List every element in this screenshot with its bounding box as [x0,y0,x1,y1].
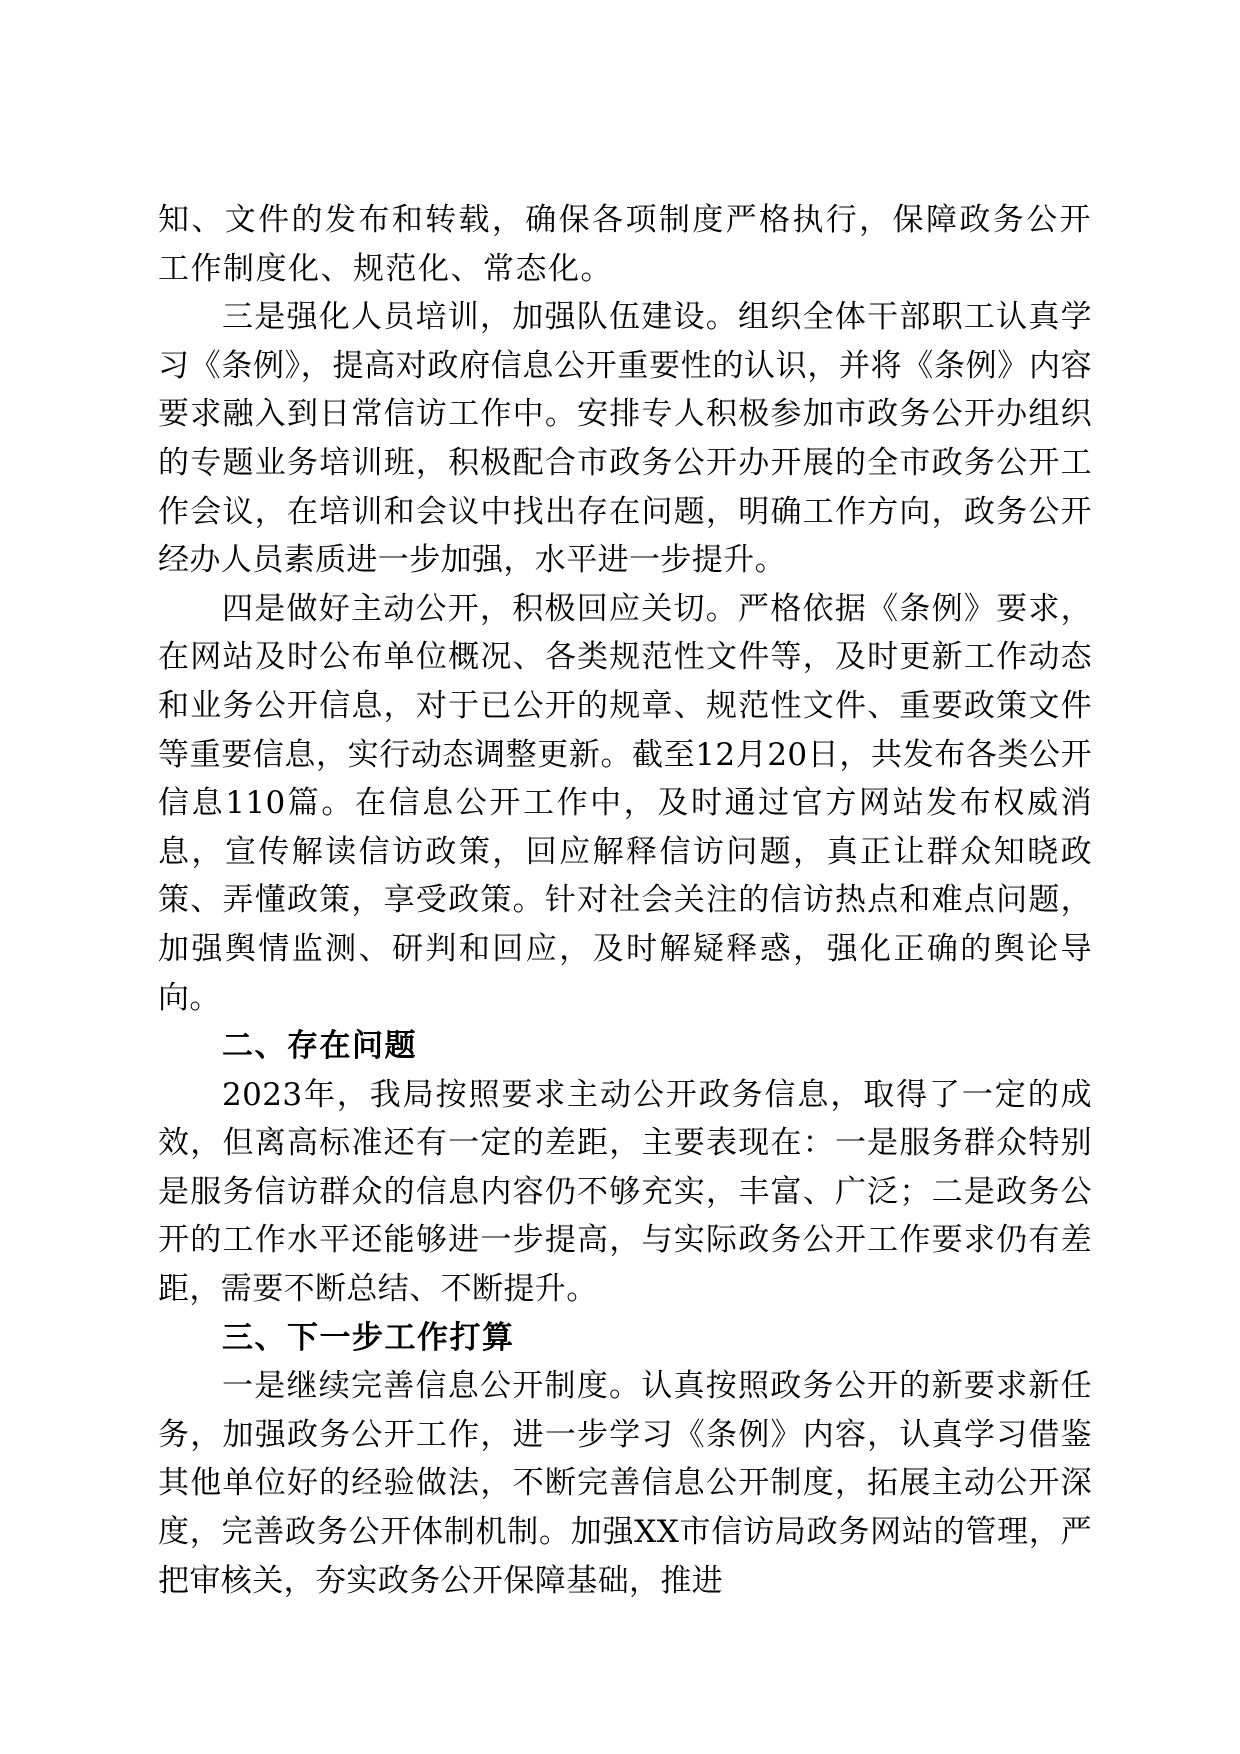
paragraph-problems: 2023年，我局按照要求主动公开政务信息，取得了一定的成效，但离高标准还有一定的差距，主要表现在：一是服务群众特别是服务信访群众的信息内容仍不够充实，丰富、广泛；二是政务公开的工作水平还能够进一步提高，与实际政务公开工作要求仍有差距，需要不断总结、不断提升。 [158,1076,1092,1308]
paragraph-next-steps: 一是继续完善信息公开制度。认真按照政务公开的新要求新任务，加强政务公开工作，进一步学习《条例》内容，认真学习借鉴其他单位好的经验做法，不断完善信息公开制度，拓展主动公开深度，完善政务公开体制机制。加强XX市信访局政务网站的管理，严把审核关，夯实政务公开保障基础，推进 [158,1368,1092,1599]
paragraph-active-disclosure: 四是做好主动公开，积极回应关切。严格依据《条例》要求，在网站及时公布单位概况、各类规范性文件等，及时更新工作动态和业务公开信息，对于已公开的规章、规范性文件、重要政策文件等重要信息，实行动态调整更新。截至12月20日，共发布各类公开信息110篇。在信息公开工作中，及时通过官方网站发布权威消息，宣传解读信访政策，回应解释信访问题，真正让群众知晓政策、弄懂政策，享受政策。针对社会关注的信访热点和难点问题，加强舆情监测、研判和回应，及时解疑释惑，强化正确的舆论导向。 [158,590,1092,1016]
section-heading-next-steps: 三、下一步工作打算 [222,1319,515,1356]
section-heading-problems: 二、存在问题 [222,1028,417,1065]
document-body [158,196,1092,1605]
paragraph-staff-training: 三是强化人员培训，加强队伍建设。组织全体干部职工认真学习《条例》，提高对政府信息公开重要性的认识，并将《条例》内容要求融入到日常信访工作中。安排专人积极参加市政务公开办组织的专题业务培训班，积极配合市政务公开办开展的全市政务公开工作会议，在培训和会议中找出存在问题，明确工作方向，政务公开经办人员素质进一步加强，水平进一步提升。 [158,299,1092,579]
paragraph-continuation: 知、文件的发布和转载，确保各项制度严格执行，保障政务公开工作制度化、规范化、常态化。 [158,202,1092,287]
